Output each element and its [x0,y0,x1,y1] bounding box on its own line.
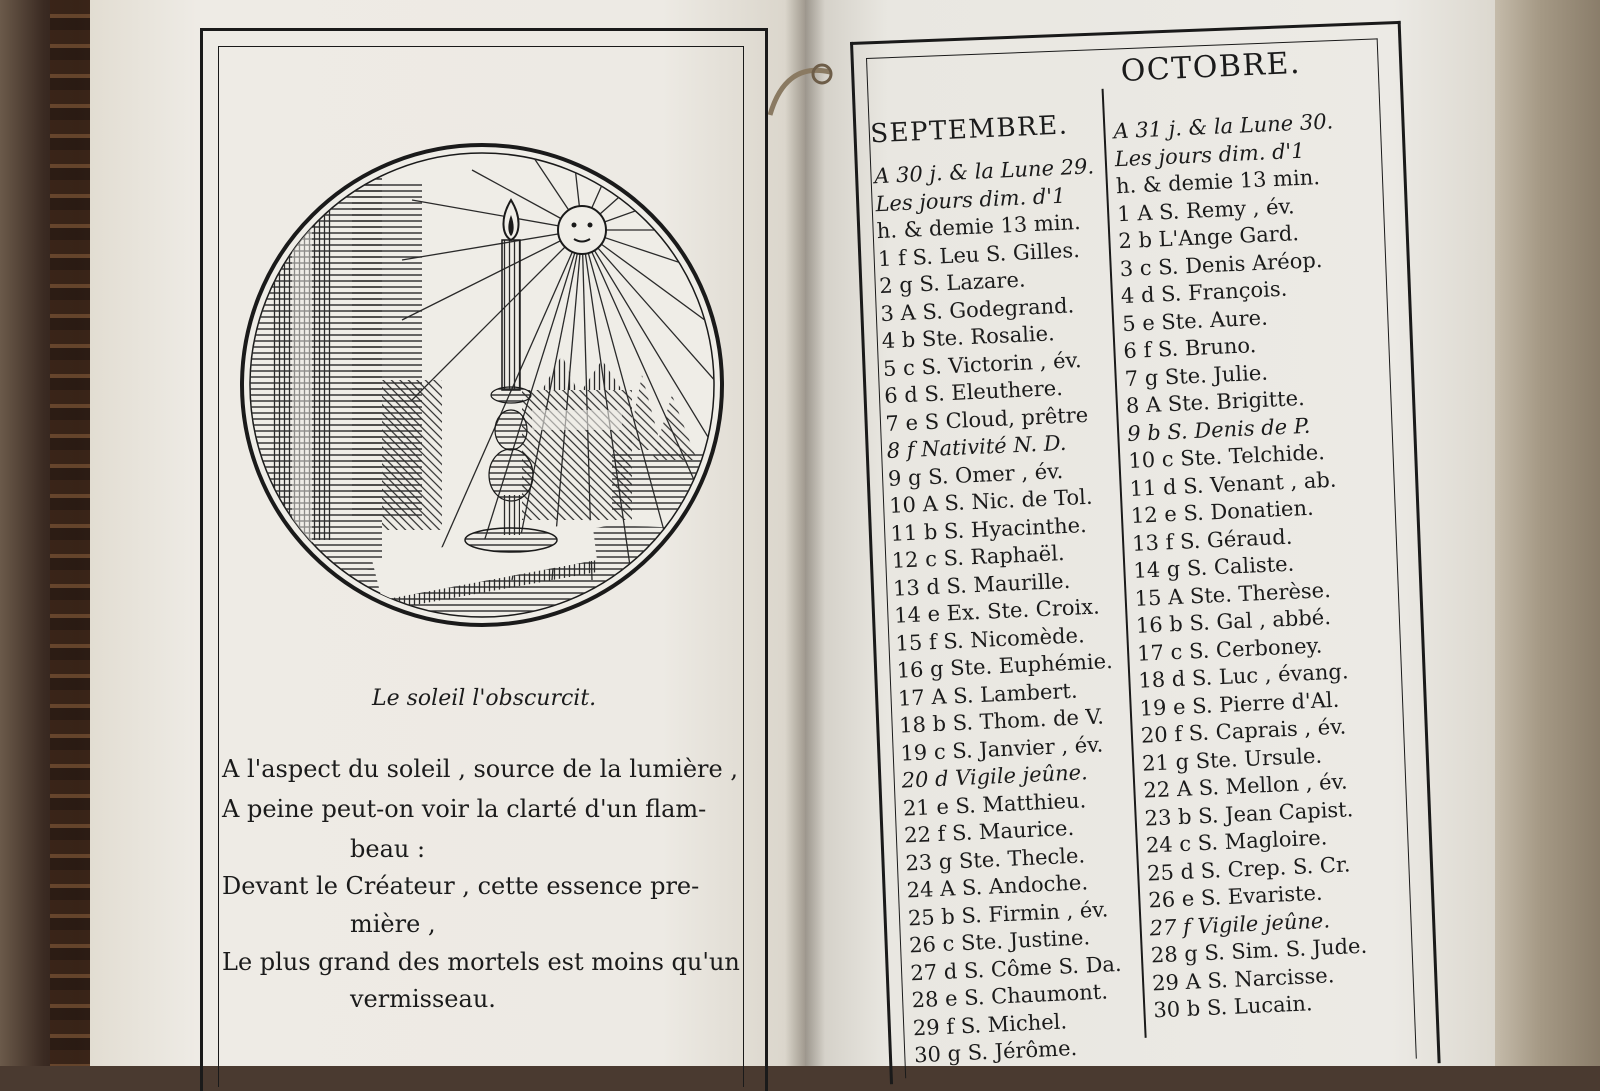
september-day-entry: 29 f S. Michel. [912,1008,1068,1040]
september-day-entry: 5 c S. Victorin , év. [882,347,1082,381]
october-day-entry: 21 g Ste. Ursule. [1141,743,1323,776]
october-day-entry: 24 c S. Magloire. [1145,825,1328,858]
verse-line: beau : [350,835,426,863]
page-edges [1480,0,1600,1066]
september-day-entry: 14 e Ex. Ste. Croix. [893,594,1101,628]
september-header-line: A 30 j. & la Lune 29. [873,154,1095,189]
engraving-candle-and-sun [232,140,732,640]
october-header-line: h. & demie 13 min. [1115,165,1321,199]
september-day-entry: 1 f S. Leu S. Gilles. [877,237,1081,271]
october-day-entry: 5 e Ste. Aure. [1121,305,1269,336]
october-day-entry: 29 A S. Narcisse. [1151,962,1335,995]
october-day-entry: 15 A Ste. Therèse. [1134,577,1332,611]
october-day-entry: 13 f S. Géraud. [1131,524,1293,556]
october-day-entry: 17 c S. Cerboney. [1136,632,1323,666]
october-day-entry: 16 b S. Gal , abbé. [1135,605,1332,638]
october-day-entry: 26 e S. Evariste. [1147,880,1324,913]
september-day-entry: 9 g S. Omer , év. [887,458,1064,491]
september-header-line: h. & demie 13 min. [876,209,1082,244]
september-day-entry: 11 b S. Hyacinthe. [889,512,1088,546]
september-day-entry: 24 A S. Andoche. [906,870,1089,903]
september-column [874,153,1135,1070]
october-day-entry: 9 b S. Denis de P. [1126,413,1311,446]
verse-line: A peine peut-on voir la clarté d'un flam- [222,795,707,823]
september-day-entry: 26 c Ste. Justine. [908,925,1091,958]
september-header-line: Les jours dim. d'1 [874,183,1066,216]
october-day-entry: 14 g S. Caliste. [1132,551,1295,583]
book-gutter [785,0,825,1066]
october-day-entry: 10 c Ste. Telchide. [1127,440,1326,473]
september-day-entry: 25 b S. Firmin , év. [907,896,1109,930]
october-day-entry: 12 e S. Donatien. [1130,495,1315,528]
october-day-entry: 3 c S. Denis Aréop. [1119,247,1323,281]
september-day-entry: 15 f S. Nicomède. [894,622,1086,656]
october-day-entry: 30 b S. Lucain. [1152,991,1313,1023]
october-day-entry: 23 b S. Jean Capist. [1144,796,1354,831]
october-day-entry: 25 d S. Crep. S. Cr. [1146,851,1351,886]
september-day-entry: 7 e S Cloud, prêtre [884,402,1089,436]
month-heading-september: SEPTEMBRE. [869,110,1070,150]
october-day-entry: 28 g S. Sim. S. Jude. [1150,933,1368,968]
engraving-caption: Le soleil l'obscurcit. [372,686,597,711]
october-day-entry: 20 f S. Caprais , év. [1140,714,1347,748]
september-day-entry: 4 b Ste. Rosalie. [881,321,1056,354]
october-day-entry: 4 d S. François. [1120,276,1288,309]
september-day-entry: 22 f S. Maurice. [903,815,1075,848]
october-header-line: Les jours dim. d'1 [1114,138,1306,171]
september-day-entry: 3 A S. Godegrand. [879,292,1075,326]
october-day-entry: 27 f Vigile jeûne. [1149,907,1331,941]
verse-line: A l'aspect du soleil , source de la lumière , [222,755,738,783]
september-day-entry: 6 d S. Eleuthere. [883,375,1064,409]
verse-line: Devant le Créateur , cette essence pre- [222,872,700,900]
verse-line: mière , [350,910,436,938]
month-heading-october: OCTOBRE. [1119,45,1302,89]
september-day-entry: 19 c S. Janvier , év. [899,731,1104,766]
september-day-entry: 17 A S. Lambert. [897,678,1078,711]
september-day-entry: 21 e S. Matthieu. [902,787,1087,821]
verse-line: vermisseau. [350,985,496,1013]
september-day-entry: 28 e S. Chaumont. [911,979,1109,1013]
september-day-entry: 2 g S. Lazare. [878,267,1027,299]
october-day-entry: 19 e S. Pierre d'Al. [1139,687,1340,721]
september-day-entry: 13 d S. Maurille. [892,568,1071,601]
october-day-entry: 1 A S. Remy , év. [1116,193,1295,226]
september-day-entry: 10 A S. Nic. de Tol. [888,484,1093,518]
october-day-entry: 22 A S. Mellon , év. [1142,769,1349,803]
bookmark-ribbon-icon [760,60,840,120]
september-day-entry: 20 d Vigile jeûne. [901,760,1089,793]
verse-line: Le plus grand des mortels est moins qu'un [222,948,740,976]
september-day-entry: 23 g Ste. Thecle. [904,842,1086,876]
september-day-entry: 27 d S. Côme S. Da. [909,951,1123,985]
october-day-entry: 7 g Ste. Julie. [1124,360,1269,391]
september-day-entry: 18 b S. Thom. de V. [898,704,1105,738]
september-day-entry: 8 f Nativité N. D. [886,430,1067,463]
october-column [1113,108,1374,1025]
october-day-entry: 18 d S. Luc , évang. [1137,659,1349,693]
october-header-line: A 31 j. & la Lune 30. [1112,109,1334,144]
september-day-entry: 12 c S. Raphaël. [891,541,1066,573]
october-day-entry: 11 d S. Venant , ab. [1129,467,1337,501]
october-day-entry: 6 f S. Bruno. [1122,333,1257,364]
calendar-table [855,35,1459,1068]
september-day-entry: 16 g Ste. Euphémie. [896,648,1114,683]
october-day-entry: 2 b L'Ange Gard. [1117,221,1300,254]
september-day-entry: 30 g S. Jérôme. [913,1035,1078,1068]
october-day-entry: 8 A Ste. Brigitte. [1125,385,1306,419]
